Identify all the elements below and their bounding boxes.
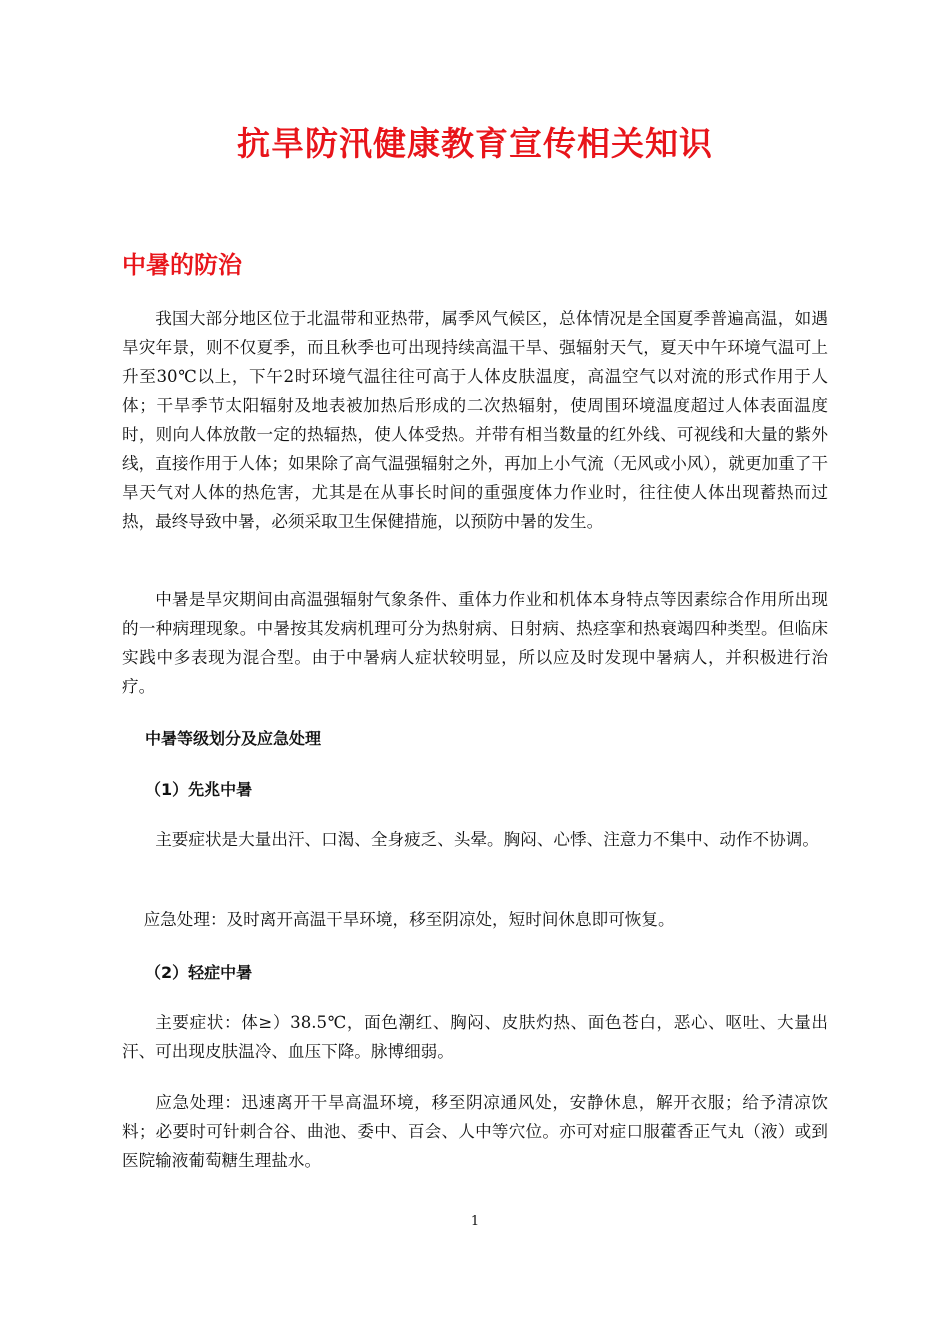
- document-title: 抗旱防汛健康教育宣传相关知识: [237, 124, 713, 163]
- definition-paragraph: 中暑是旱灾期间由高温强辐射气象条件、重体力作业和机体本身特点等因素综合作用所出现的一种病理现象。中暑按其发病机理可分为热射病、日射病、热痉挛和热衰竭四种类型。但临床实践中多表现为混合型。由于中暑病人症状较明显，所以应及时发现中暑病人，并积极进行治疗。: [122, 590, 828, 696]
- section-title: 中暑的防治: [122, 251, 242, 279]
- level2-heading: （2）轻症中暑: [145, 963, 253, 982]
- level1-heading: （1）先兆中暑: [145, 780, 253, 799]
- levels-subheading: 中暑等级划分及应急处理: [145, 729, 322, 748]
- level2-treatment: 应急处理：迅速离开干旱高温环境，移至阴凉通风处，安静休息，解开衣服；给予清凉饮料；必要时可针刺合谷、曲池、委中、百会、人中等穴位。亦可对症口服藿香正气丸（液）或到医院输液葡萄糖生理盐水。: [122, 1093, 828, 1170]
- level1-symptoms: 主要症状是大量出汗、口渴、全身疲乏、头晕。胸闷、心悸、注意力不集中、动作不协调。: [155, 830, 819, 849]
- page-number: 1: [470, 1214, 480, 1229]
- intro-paragraph: 我国大部分地区位于北温带和亚热带，属季风气候区，总体情况是全国夏季普遍高温，如遇旱灾年景，则不仅夏季，而且秋季也可出现持续高温干旱、强辐射天气，夏天中午环境气温可上升至30℃以上，下午2时环境气温往往可高于人体皮肤温度，高温空气以对流的形式作用于人体；干旱季节太阳辐射及地表被加热后形成的二次热辐射，使周围环境温度超过人体表面温度时，则向人体放散一定的热辐热，使人体受热。并带有相当数量的红外线、可视线和大量的紫外线，直接作用于人体；如果除了高气温强辐射之外，再加上小气流（无风或小风），就更加重了干旱天气对人体的热危害，尤其是在从事长时间的重强度体力作业时，往往使人体出现蓄热而过热，最终导致中暑，必须采取卫生保健措施，以预防中暑的发生。: [122, 309, 828, 531]
- level1-treatment: 应急处理：及时离开高温干旱环境，移至阴凉处，短时间休息即可恢复。: [143, 910, 675, 929]
- level2-symptoms: 主要症状：体≥）38.5℃，面色潮红、胸闷、皮肤灼热、面色苍白，恶心、呕吐、大量出汗、可出现皮肤温冷、血压下降。脉博细弱。: [122, 1013, 828, 1061]
